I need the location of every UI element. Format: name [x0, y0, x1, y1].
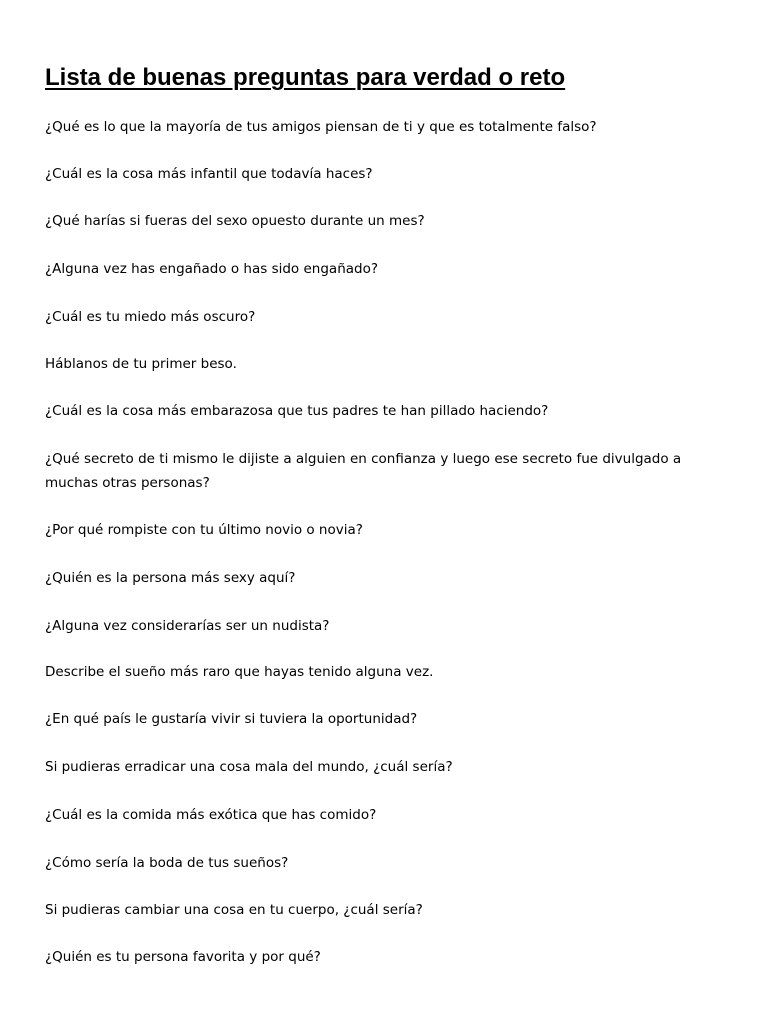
question-item: ¿Quién es la persona más sexy aquí?	[45, 570, 296, 586]
question-item: ¿Quién es tu persona favorita y por qué?	[45, 949, 321, 965]
question-item: ¿Alguna vez has engañado o has sido engañado?	[45, 261, 379, 277]
question-item: ¿Cuál es la cosa más embarazosa que tus padres te han pillado haciendo?	[45, 403, 549, 419]
question-item: ¿Cuál es la cosa más infantil que todavía haces?	[45, 166, 373, 182]
question-item: ¿Qué secreto de ti mismo le dijiste a alguien en confianza y luego ese secreto fue divulgado a muchas otras personas?	[45, 451, 682, 491]
question-item: ¿Cómo sería la boda de tus sueños?	[45, 855, 289, 871]
question-item: Describe el sueño más raro que hayas tenido alguna vez.	[45, 664, 434, 680]
document-title: Lista de buenas preguntas para verdad o reto	[45, 64, 566, 91]
question-item: ¿Alguna vez considerarías ser un nudista?	[45, 618, 330, 634]
question-item: Háblanos de tu primer beso.	[45, 356, 237, 372]
question-item: Si pudieras erradicar una cosa mala del mundo, ¿cuál sería?	[45, 759, 453, 775]
question-item: ¿En qué país le gustaría vivir si tuviera la oportunidad?	[45, 711, 418, 727]
question-item: Si pudieras cambiar una cosa en tu cuerpo, ¿cuál sería?	[45, 902, 423, 918]
question-item: ¿Por qué rompiste con tu último novio o novia?	[45, 522, 363, 538]
question-item: ¿Qué harías si fueras del sexo opuesto durante un mes?	[45, 213, 425, 229]
question-item: ¿Qué es lo que la mayoría de tus amigos piensan de ti y que es totalmente falso?	[45, 119, 597, 135]
question-item: ¿Cuál es tu miedo más oscuro?	[45, 309, 256, 325]
question-item: ¿Cuál es la comida más exótica que has comido?	[45, 807, 377, 823]
